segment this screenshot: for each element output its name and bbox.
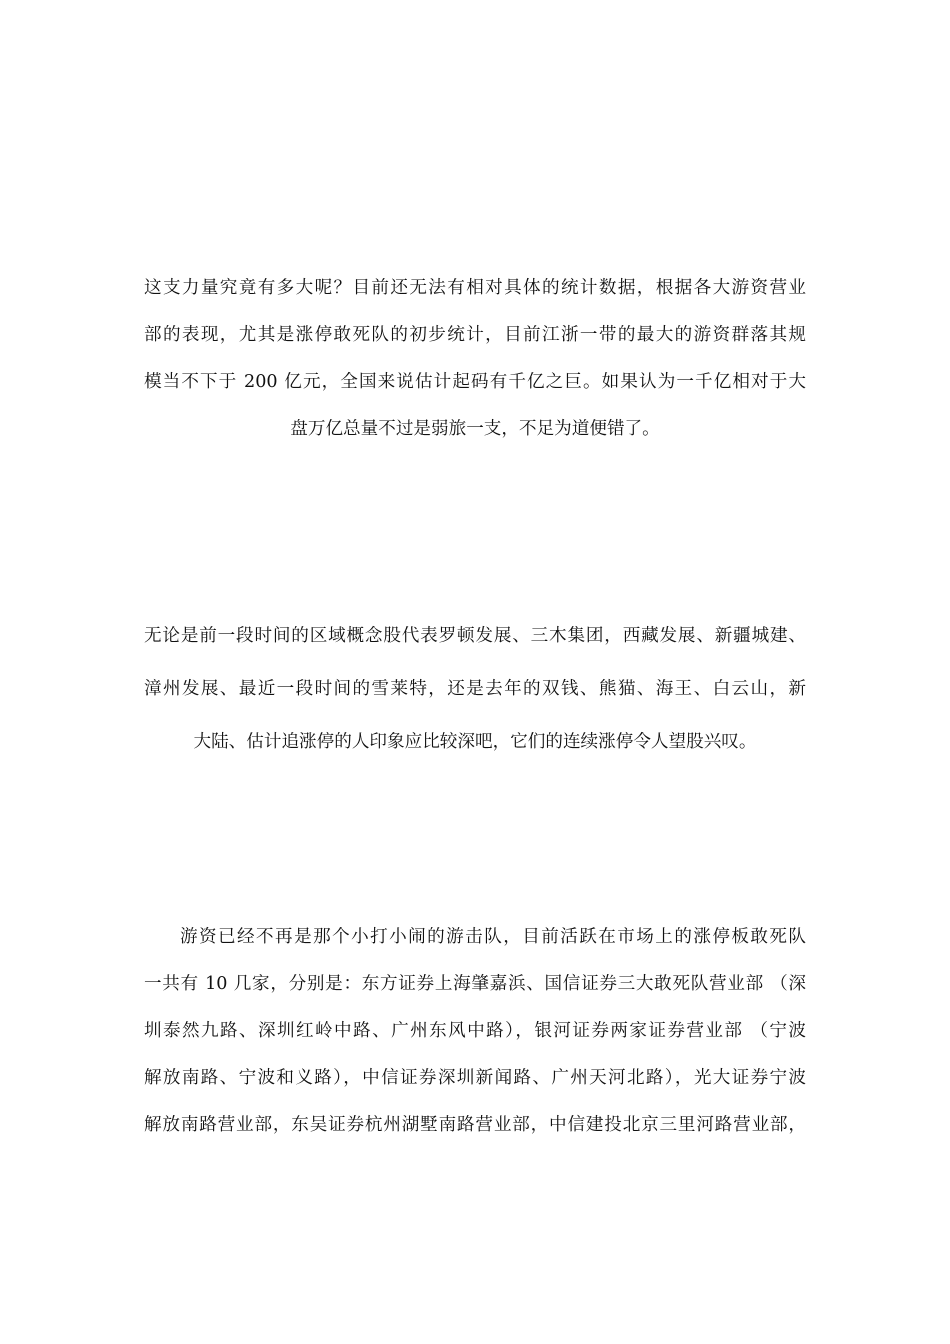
- text-line: 圳泰然九路、深圳红岭中路、广州东风中路），银河证券两家证券营业部 （宁波: [144, 1021, 806, 1041]
- paragraph-fund-size: [144, 276, 806, 441]
- text-line: 解放南路、宁波和义路），中信证券深圳新闻路、广州天河北路），光大证券宁波: [144, 1068, 806, 1088]
- paragraph-dare-to-die-teams: [144, 925, 806, 1137]
- text-line: 大陆、估计追涨停的人印象应比较深吧，它们的连续涨停令人望股兴叹。: [193, 732, 757, 752]
- text-line: 模当不下于 200 亿元，全国来说估计起码有千亿之巨。如果认为一千亿相对于大: [144, 372, 806, 392]
- text-line: 无论是前一段时间的区域概念股代表罗顿发展、三木集团，西藏发展、新疆城建、: [144, 626, 806, 646]
- text-line: 解放南路营业部，东吴证券杭州湖墅南路营业部，中信建投北京三里河路营业部，: [144, 1115, 806, 1135]
- text-line: 一共有 10 几家，分别是：东方证券上海肇嘉浜、国信证券三大敢死队营业部 （深: [144, 974, 806, 994]
- text-line: 部的表现，尤其是涨停敢死队的初步统计，目前江浙一带的最大的游资群落其规: [144, 325, 806, 345]
- paragraph-stock-examples: [144, 624, 806, 754]
- text-line: 游资已经不再是那个小打小闹的游击队，目前活跃在市场上的涨停板敢死队: [180, 927, 806, 947]
- text-line: 漳州发展、最近一段时间的雪莱特，还是去年的双钱、熊猫、海王、白云山，新: [144, 679, 806, 699]
- text-line: 盘万亿总量不过是弱旅一支，不足为道便错了。: [290, 419, 660, 439]
- text-line: 这支力量究竟有多大呢？目前还无法有相对具体的统计数据，根据各大游资营业: [144, 278, 806, 298]
